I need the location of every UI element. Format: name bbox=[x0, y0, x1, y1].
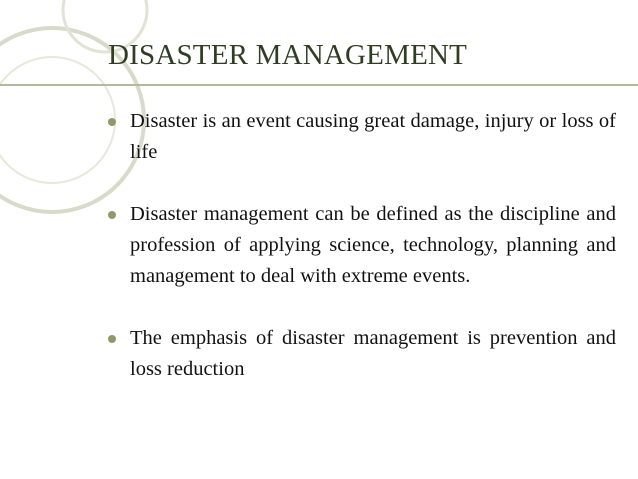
bullet-text: The emphasis of disaster management is prevention and loss reduction bbox=[130, 327, 616, 380]
bullet-icon bbox=[108, 118, 116, 126]
bullet-icon bbox=[108, 211, 116, 219]
bullet-text: Disaster management can be defined as the discipline and profession of applying science, technology, planning and management to deal with extreme events. bbox=[130, 203, 616, 287]
bullet-item-emphasis bbox=[104, 323, 616, 385]
decor-ring-inner bbox=[0, 57, 115, 183]
slide-title: DISASTER MANAGEMENT bbox=[108, 39, 468, 71]
bullet-list bbox=[104, 106, 616, 416]
bullet-icon bbox=[108, 335, 116, 343]
bullet-item-management-definition bbox=[104, 199, 616, 292]
bullet-text: Disaster is an event causing great damage, injury or loss of life bbox=[130, 110, 616, 163]
title-divider bbox=[0, 84, 638, 86]
bullet-item-disaster-definition bbox=[104, 106, 616, 168]
